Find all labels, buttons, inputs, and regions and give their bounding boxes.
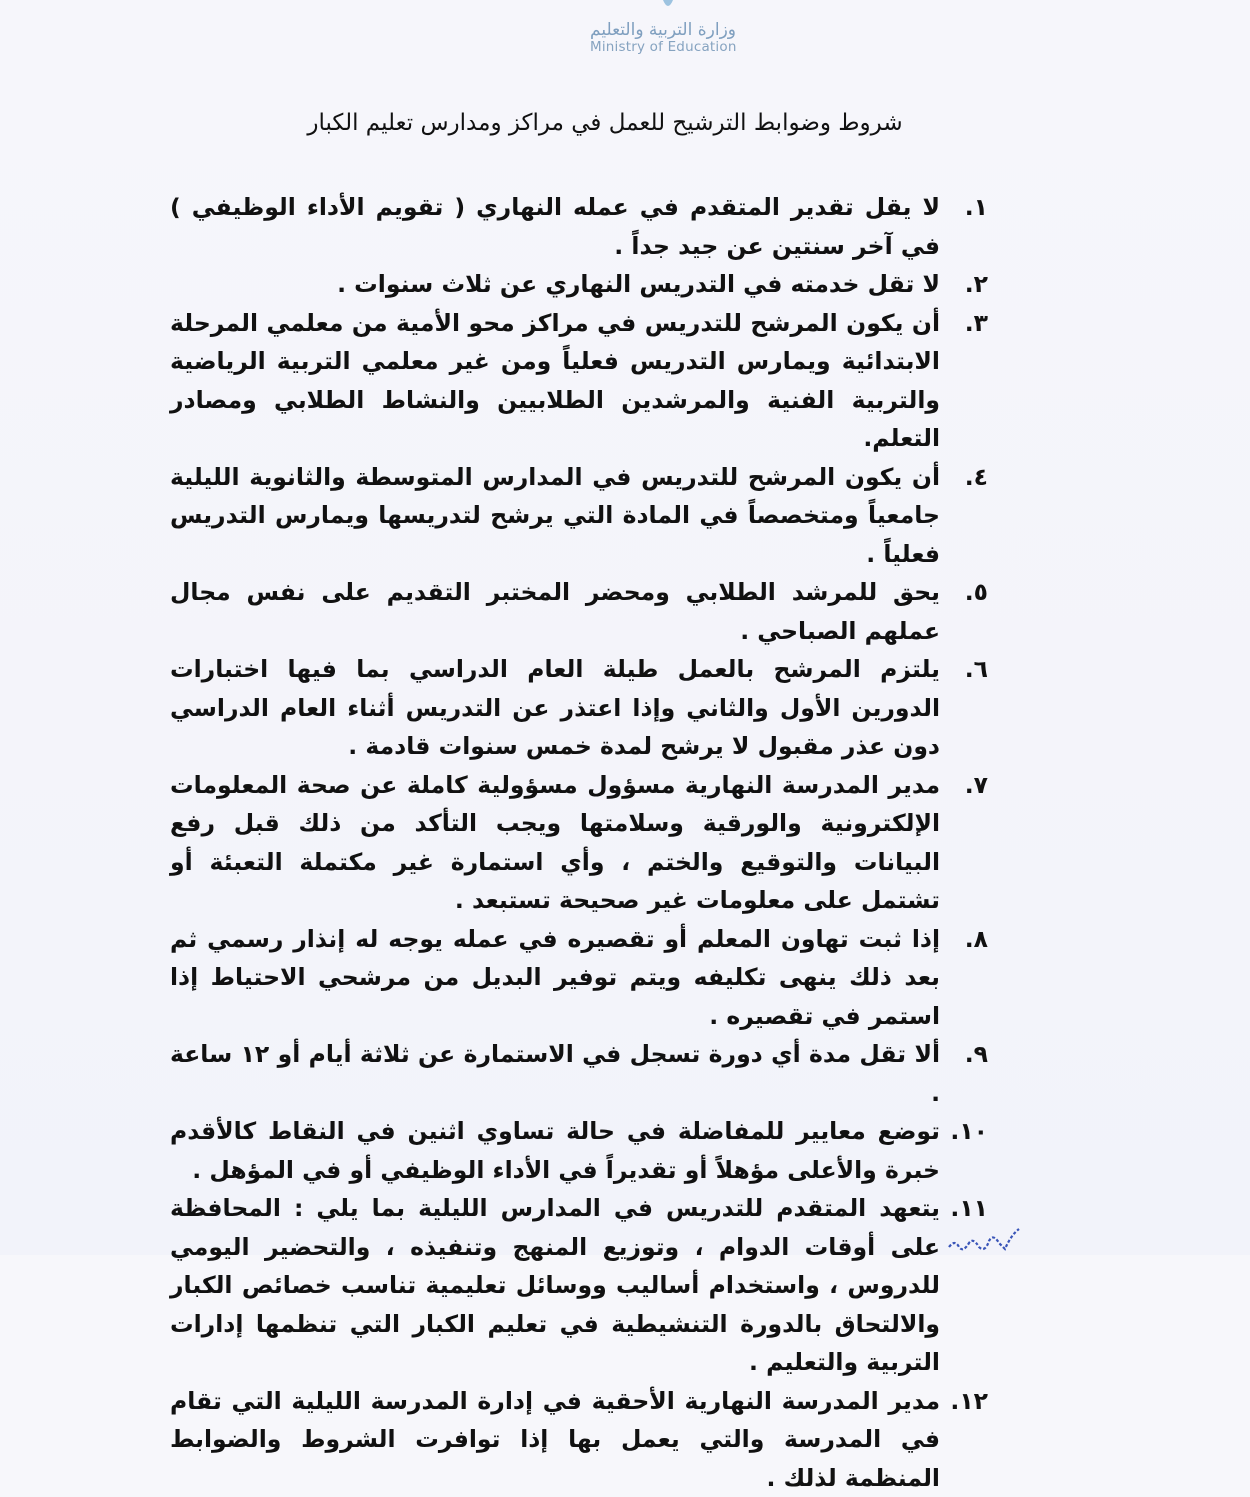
list-item bbox=[170, 1035, 980, 1112]
list-item bbox=[170, 920, 980, 1036]
item-text: مدير المدرسة النهارية الأحقية في إدارة المدرسة الليلية التي تقام في المدرسة والتي يعمل بها إذا توافرت الشروط والضوابط المنظمة لذلك . bbox=[170, 1387, 940, 1492]
list-item bbox=[170, 650, 980, 766]
item-text: لا يقل تقدير المتقدم في عمله النهاري ( تقويم الأداء الوظيفي ) في آخر سنتين عن جيد جداً . bbox=[170, 193, 940, 260]
item-number: ١. bbox=[942, 188, 988, 227]
list-item bbox=[170, 573, 980, 650]
list-item bbox=[170, 458, 980, 574]
item-number: ٤. bbox=[942, 458, 988, 497]
item-text: ألا تقل مدة أي دورة تسجل في الاستمارة عن ثلاثة أيام أو ١٢ ساعة . bbox=[170, 1040, 940, 1107]
handwritten-signature bbox=[945, 1225, 1025, 1255]
item-text: لا تقل خدمته في التدريس النهاري عن ثلاث سنوات . bbox=[337, 270, 940, 298]
list-item bbox=[170, 1189, 980, 1382]
drop-icon bbox=[662, 0, 674, 10]
ministry-logo bbox=[580, 0, 750, 60]
item-text: يحق للمرشد الطلابي ومحضر المختبر التقديم على نفس مجال عملهم الصباحي . bbox=[170, 578, 940, 645]
item-text: يلتزم المرشح بالعمل طيلة العام الدراسي بما فيها اختبارات الدورين الأول والثاني وإذا اعتذر عن التدريس أثناء العام الدراسي دون عذر مقبول لا يرشح لمدة خمس سنوات قادمة . bbox=[170, 655, 940, 760]
item-number: ٩. bbox=[942, 1035, 988, 1074]
item-number: ١٠. bbox=[942, 1112, 988, 1151]
item-number: ١٢. bbox=[942, 1382, 988, 1421]
item-text: توضع معايير للمفاضلة في حالة تساوي اثنين في النقاط كالأقدم خبرة والأعلى مؤهلاً أو تقديراً في الأداء الوظيفي أو في المؤهل . bbox=[170, 1117, 940, 1184]
item-text: مدير المدرسة النهارية مسؤول مسؤولية كاملة عن صحة المعلومات الإلكترونية والورقية وسلامتها ويجب التأكد من ذلك قبل رفع البيانات والتوقيع والختم ، وأي استمارة غير مكتملة التعبئة أو تشتمل على معلومات غير صحيحة تستبعد . bbox=[170, 771, 940, 915]
document-title: شروط وضوابط الترشيح للعمل في مراكز ومدارس تعليم الكبار bbox=[300, 110, 910, 136]
item-number: ٨. bbox=[942, 920, 988, 959]
item-number: ٢. bbox=[942, 265, 988, 304]
item-number: ٦. bbox=[942, 650, 988, 689]
item-text: أن يكون المرشح للتدريس في مراكز محو الأمية من معلمي المرحلة الابتدائية ويمارس التدريس فعلياً ومن غير معلمي التربية الرياضية والتربية الفنية والمرشدين الطلابيين والنشاط الطلابي ومصادر التعلم. bbox=[170, 309, 940, 453]
list-item bbox=[170, 766, 980, 920]
item-text: إذا ثبت تهاون المعلم أو تقصيره في عمله يوجه له إنذار رسمي ثم بعد ذلك ينهى تكليفه ويتم توفير البديل من مرشحي الاحتياط إذا استمر في تقصيره . bbox=[170, 925, 940, 1030]
logo-english-text: Ministry of Education bbox=[590, 39, 737, 55]
item-number: ٧. bbox=[942, 766, 988, 805]
item-number: ٥. bbox=[942, 573, 988, 612]
item-number: ٣. bbox=[942, 304, 988, 343]
list-item bbox=[170, 188, 980, 265]
list-item bbox=[170, 304, 980, 458]
conditions-list bbox=[170, 188, 980, 1497]
list-item bbox=[170, 1382, 980, 1497]
logo-arabic-text: وزارة التربية والتعليم bbox=[590, 20, 736, 40]
item-text: يتعهد المتقدم للتدريس في المدارس الليلية بما يلي : المحافظة على أوقات الدوام ، وتوزيع المنهج وتنفيذه ، والتحضير اليومي للدروس ، واستخدام أساليب ووسائل تعليمية تناسب خصائص الكبار والالتحاق بالدورة التنشيطية في تعليم الكبار التي تنظمها إدارات التربية والتعليم . bbox=[170, 1194, 940, 1376]
item-number: ١١. bbox=[942, 1189, 988, 1228]
item-text: أن يكون المرشح للتدريس في المدارس المتوسطة والثانوية الليلية جامعياً ومتخصصاً في المادة التي يرشح لتدريسها ويمارس التدريس فعلياً . bbox=[170, 463, 940, 568]
list-item bbox=[170, 265, 980, 304]
list-item bbox=[170, 1112, 980, 1189]
